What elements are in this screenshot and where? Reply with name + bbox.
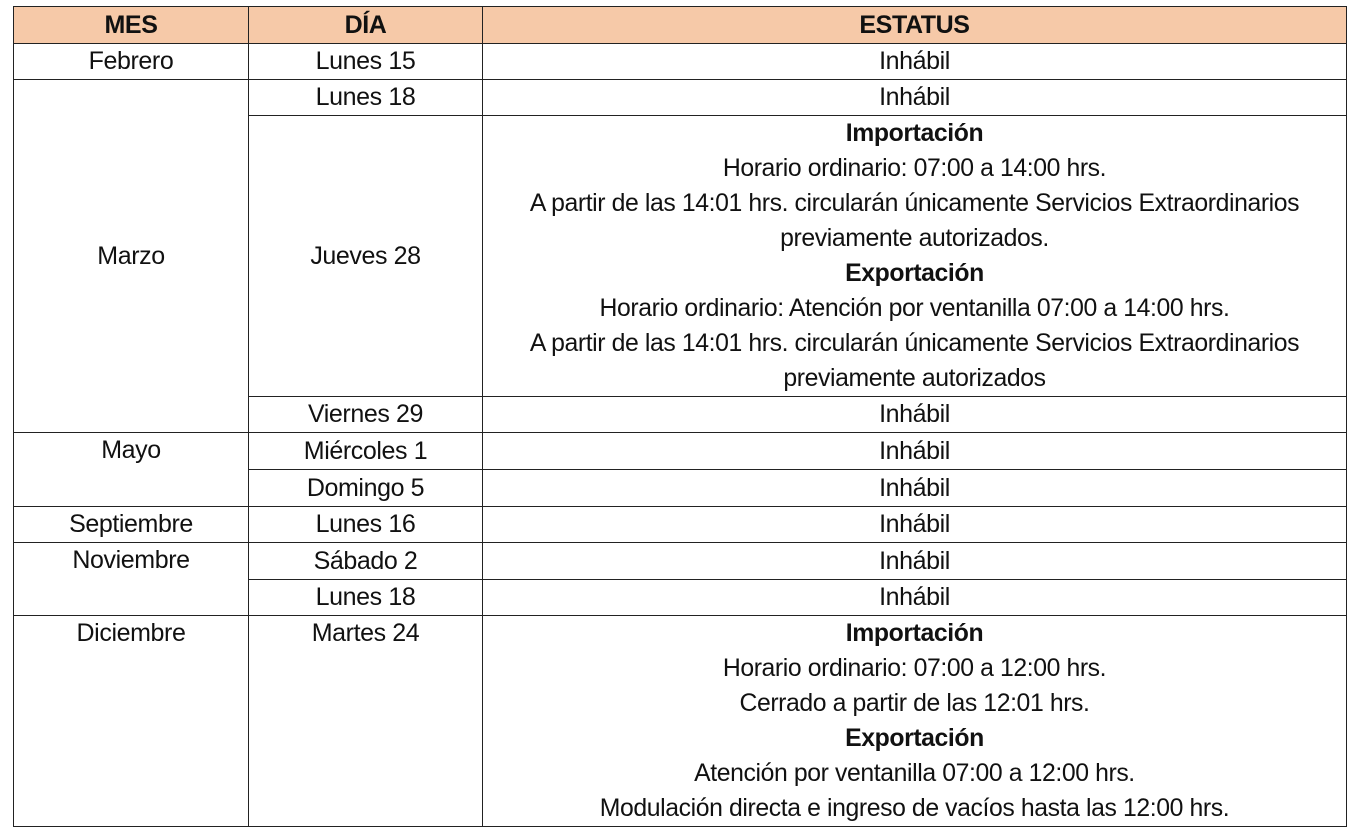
dia-cell: Lunes 15: [249, 44, 483, 80]
table-row: [14, 80, 1347, 116]
dia-cell: Domingo 5: [249, 470, 483, 507]
status-line: Cerrado a partir de las 12:01 hrs.: [739, 689, 1090, 717]
status-line: Horario ordinario: Atención por ventanilla 07:00 a 14:00 hrs.: [599, 294, 1230, 322]
status-cell-detail: [483, 616, 1347, 827]
dia-cell: Sábado 2: [249, 543, 483, 580]
calendar-table: [13, 6, 1347, 827]
dia-cell: Miércoles 1: [249, 433, 483, 470]
header-row: [14, 7, 1347, 44]
status-cell: Inhábil: [483, 470, 1347, 507]
status-cell: Inhábil: [483, 80, 1347, 116]
mes-cell: Marzo: [14, 80, 249, 433]
status-line: previamente autorizados: [783, 364, 1046, 392]
status-cell-detail: [483, 116, 1347, 397]
status-cell: Inhábil: [483, 543, 1347, 580]
dia-cell: Lunes 18: [249, 580, 483, 616]
status-line: A partir de las 14:01 hrs. circularán únicamente Servicios Extraordinarios: [529, 189, 1300, 217]
status-cell: Inhábil: [483, 433, 1347, 470]
status-line: Atención por ventanilla 07:00 a 12:00 hrs.: [694, 759, 1135, 787]
mes-cell: Mayo: [14, 433, 249, 507]
importacion-title: Importación: [845, 119, 984, 147]
table-row: [14, 433, 1347, 470]
mes-cell: Noviembre: [14, 543, 249, 616]
exportacion-title: Exportación: [845, 724, 984, 752]
mes-cell: Diciembre: [14, 616, 249, 827]
dia-cell: Lunes 18: [249, 80, 483, 116]
status-cell: Inhábil: [483, 580, 1347, 616]
dia-cell: Viernes 29: [249, 397, 483, 433]
status-cell: Inhábil: [483, 397, 1347, 433]
header-mes: MES: [14, 7, 249, 44]
table-row: [14, 507, 1347, 543]
mes-cell: Febrero: [14, 44, 249, 80]
dia-cell: Lunes 16: [249, 507, 483, 543]
importacion-title: Importación: [845, 619, 984, 647]
mes-cell: Septiembre: [14, 507, 249, 543]
status-line: Horario ordinario: 07:00 a 12:00 hrs.: [722, 654, 1107, 682]
header-dia: DÍA: [249, 7, 483, 44]
dia-cell: Martes 24: [249, 616, 483, 827]
status-line: Modulación directa e ingreso de vacíos hasta las 12:00 hrs.: [599, 794, 1230, 822]
status-line: A partir de las 14:01 hrs. circularán únicamente Servicios Extraordinarios: [529, 329, 1300, 357]
status-cell: Inhábil: [483, 44, 1347, 80]
table-row: [14, 616, 1347, 827]
table-row: [14, 543, 1347, 580]
status-cell: Inhábil: [483, 507, 1347, 543]
status-line: previamente autorizados.: [780, 224, 1049, 252]
header-estatus: ESTATUS: [483, 7, 1347, 44]
table-row: [14, 44, 1347, 80]
exportacion-title: Exportación: [845, 259, 984, 287]
status-line: Horario ordinario: 07:00 a 14:00 hrs.: [722, 154, 1107, 182]
dia-cell: Jueves 28: [249, 116, 483, 397]
